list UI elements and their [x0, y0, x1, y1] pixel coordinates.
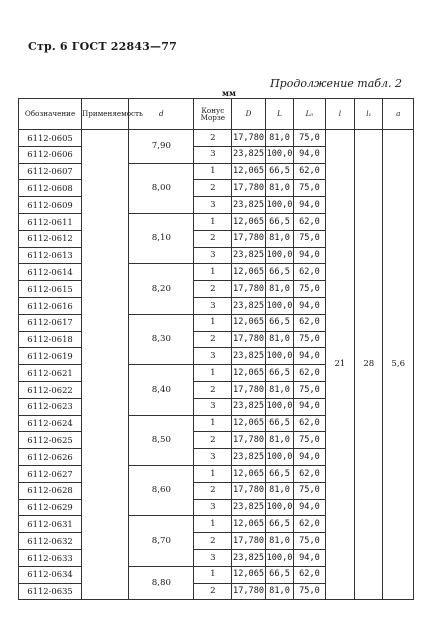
cell-designation: 6112-0632: [19, 533, 82, 550]
cell-D: 17,780: [232, 180, 266, 197]
table-row: [19, 130, 414, 147]
cell-cone: 1: [194, 415, 232, 432]
cell-D: 17,780: [232, 381, 266, 398]
cell-L0: 75,0: [294, 432, 326, 449]
cell-L: 66,5: [265, 365, 293, 382]
cell-designation: 6112-0605: [19, 130, 82, 147]
cell-L: 100,0: [265, 297, 293, 314]
cell-D: 23,825: [232, 247, 266, 264]
cell-L0: 94,0: [294, 549, 326, 566]
cell-L0: 62,0: [294, 415, 326, 432]
cell-L: 81,0: [265, 533, 293, 550]
cell-cone: 1: [194, 314, 232, 331]
cell-L: 100,0: [265, 247, 293, 264]
cell-d: 8,50: [129, 415, 194, 465]
col-header-d: d: [129, 99, 194, 130]
cell-L: 100,0: [265, 549, 293, 566]
cell-L: 100,0: [265, 499, 293, 516]
cell-cone: 1: [194, 465, 232, 482]
cell-L0: 62,0: [294, 213, 326, 230]
cell-d: 8,10: [129, 213, 194, 263]
cell-designation: 6112-0616: [19, 297, 82, 314]
cell-designation: 6112-0635: [19, 583, 82, 600]
cell-l: 21: [325, 130, 354, 600]
cell-D: 23,825: [232, 549, 266, 566]
cell-designation: 6112-0634: [19, 566, 82, 583]
cell-cone: 3: [194, 297, 232, 314]
cell-L: 66,5: [265, 465, 293, 482]
cell-cone: 1: [194, 264, 232, 281]
cell-cone: 2: [194, 533, 232, 550]
cell-D: 17,780: [232, 583, 266, 600]
cell-cone: 3: [194, 247, 232, 264]
cell-cone: 3: [194, 398, 232, 415]
cell-L0: 75,0: [294, 583, 326, 600]
cell-L: 66,5: [265, 415, 293, 432]
cell-L: 81,0: [265, 583, 293, 600]
cell-L: 66,5: [265, 516, 293, 533]
col-header-l: l: [325, 99, 354, 130]
cell-L: 81,0: [265, 130, 293, 147]
cell-d: 8,20: [129, 264, 194, 314]
cell-designation: 6112-0606: [19, 146, 82, 163]
table-continuation-title: Продолжение табл. 2: [270, 77, 402, 90]
col-header-L: L: [265, 99, 293, 130]
col-header-designation: Обозначение: [19, 99, 82, 130]
cell-designation: 6112-0631: [19, 516, 82, 533]
cell-designation: 6112-0628: [19, 482, 82, 499]
cell-designation: 6112-0619: [19, 348, 82, 365]
cell-D: 17,780: [232, 533, 266, 550]
cell-L: 81,0: [265, 432, 293, 449]
cell-designation: 6112-0626: [19, 449, 82, 466]
cell-designation: 6112-0617: [19, 314, 82, 331]
cell-D: 17,780: [232, 130, 266, 147]
cell-L0: 62,0: [294, 365, 326, 382]
cell-D: 12,065: [232, 314, 266, 331]
cell-D: 23,825: [232, 297, 266, 314]
cell-L0: 75,0: [294, 130, 326, 147]
cell-cone: 3: [194, 146, 232, 163]
cell-D: 23,825: [232, 449, 266, 466]
cell-cone: 3: [194, 348, 232, 365]
cell-L: 81,0: [265, 381, 293, 398]
cell-cone: 1: [194, 213, 232, 230]
cell-L0: 62,0: [294, 314, 326, 331]
cell-designation: 6112-0622: [19, 381, 82, 398]
cell-D: 12,065: [232, 264, 266, 281]
cell-L0: 94,0: [294, 146, 326, 163]
cell-cone: 2: [194, 583, 232, 600]
cell-L0: 62,0: [294, 566, 326, 583]
cell-L0: 94,0: [294, 247, 326, 264]
cell-L: 66,5: [265, 163, 293, 180]
cell-cone: 2: [194, 331, 232, 348]
cell-L: 100,0: [265, 146, 293, 163]
cell-cone: 1: [194, 365, 232, 382]
cell-L: 100,0: [265, 348, 293, 365]
cell-cone: 1: [194, 163, 232, 180]
cell-L0: 75,0: [294, 533, 326, 550]
dimensions-table: [18, 98, 414, 600]
cell-L: 100,0: [265, 398, 293, 415]
col-header-application: Применяемость: [82, 99, 129, 130]
cell-d: 8,60: [129, 465, 194, 515]
cell-D: 17,780: [232, 482, 266, 499]
cell-L0: 75,0: [294, 180, 326, 197]
cell-designation: 6112-0614: [19, 264, 82, 281]
cell-l1: 28: [355, 130, 383, 600]
cell-D: 17,780: [232, 281, 266, 298]
cell-cone: 3: [194, 197, 232, 214]
cell-d: 8,40: [129, 365, 194, 415]
cell-designation: 6112-0611: [19, 213, 82, 230]
cell-L0: 62,0: [294, 264, 326, 281]
cell-cone: 3: [194, 549, 232, 566]
col-header-cone: Конус Морзе: [194, 99, 232, 130]
cell-application: [82, 130, 129, 600]
cell-cone: 2: [194, 130, 232, 147]
cell-D: 23,825: [232, 197, 266, 214]
cell-designation: 6112-0618: [19, 331, 82, 348]
cell-L0: 75,0: [294, 381, 326, 398]
cell-L0: 94,0: [294, 348, 326, 365]
cell-L0: 94,0: [294, 297, 326, 314]
cell-L: 66,5: [265, 264, 293, 281]
cell-cone: 3: [194, 449, 232, 466]
cell-d: 8,70: [129, 516, 194, 566]
cell-L: 81,0: [265, 331, 293, 348]
cell-D: 17,780: [232, 331, 266, 348]
cell-D: 12,065: [232, 365, 266, 382]
cell-D: 12,065: [232, 163, 266, 180]
cell-L0: 75,0: [294, 482, 326, 499]
cell-L: 81,0: [265, 482, 293, 499]
cell-D: 12,065: [232, 465, 266, 482]
cell-L0: 75,0: [294, 331, 326, 348]
cell-cone: 1: [194, 516, 232, 533]
cell-D: 23,825: [232, 348, 266, 365]
cell-D: 12,065: [232, 566, 266, 583]
cell-L: 81,0: [265, 180, 293, 197]
cell-designation: 6112-0627: [19, 465, 82, 482]
col-header-l1: l₁: [355, 99, 383, 130]
table-header-row: [19, 99, 414, 130]
cell-D: 17,780: [232, 230, 266, 247]
cell-designation: 6112-0629: [19, 499, 82, 516]
cell-d: 8,80: [129, 566, 194, 600]
cell-D: 12,065: [232, 213, 266, 230]
cell-L0: 94,0: [294, 449, 326, 466]
cell-d: 8,00: [129, 163, 194, 213]
cell-L: 66,5: [265, 566, 293, 583]
cell-designation: 6112-0624: [19, 415, 82, 432]
cell-D: 23,825: [232, 146, 266, 163]
cell-L: 81,0: [265, 230, 293, 247]
cell-cone: 2: [194, 482, 232, 499]
cell-L0: 62,0: [294, 163, 326, 180]
cell-cone: 2: [194, 281, 232, 298]
cell-designation: 6112-0633: [19, 549, 82, 566]
page-header: Стр. 6 ГОСТ 22843—77: [28, 40, 177, 53]
cell-L0: 62,0: [294, 516, 326, 533]
cell-cone: 3: [194, 499, 232, 516]
cell-D: 17,780: [232, 432, 266, 449]
cell-L0: 75,0: [294, 281, 326, 298]
cell-designation: 6112-0613: [19, 247, 82, 264]
cell-L: 66,5: [265, 213, 293, 230]
cell-L: 100,0: [265, 197, 293, 214]
cell-designation: 6112-0608: [19, 180, 82, 197]
cell-designation: 6112-0607: [19, 163, 82, 180]
cell-D: 12,065: [232, 516, 266, 533]
cell-designation: 6112-0615: [19, 281, 82, 298]
cell-L0: 75,0: [294, 230, 326, 247]
cell-L: 66,5: [265, 314, 293, 331]
cell-cone: 1: [194, 566, 232, 583]
cell-L0: 62,0: [294, 465, 326, 482]
col-header-L0: L₀: [294, 99, 326, 130]
cell-designation: 6112-0625: [19, 432, 82, 449]
cell-a: 5,6: [383, 130, 414, 600]
cell-cone: 2: [194, 230, 232, 247]
cell-cone: 2: [194, 180, 232, 197]
cell-D: 23,825: [232, 398, 266, 415]
cell-L0: 94,0: [294, 499, 326, 516]
cell-D: 23,825: [232, 499, 266, 516]
cell-d: 8,30: [129, 314, 194, 364]
cell-L0: 94,0: [294, 398, 326, 415]
col-header-D: D: [232, 99, 266, 130]
cell-designation: 6112-0609: [19, 197, 82, 214]
cell-L: 81,0: [265, 281, 293, 298]
unit-label: мм: [222, 88, 236, 98]
cell-d: 7,90: [129, 130, 194, 164]
cell-cone: 2: [194, 381, 232, 398]
col-header-a: a: [383, 99, 414, 130]
cell-D: 12,065: [232, 415, 266, 432]
cell-L: 100,0: [265, 449, 293, 466]
cell-cone: 2: [194, 432, 232, 449]
cell-designation: 6112-0612: [19, 230, 82, 247]
cell-designation: 6112-0621: [19, 365, 82, 382]
cell-L0: 94,0: [294, 197, 326, 214]
cell-designation: 6112-0623: [19, 398, 82, 415]
